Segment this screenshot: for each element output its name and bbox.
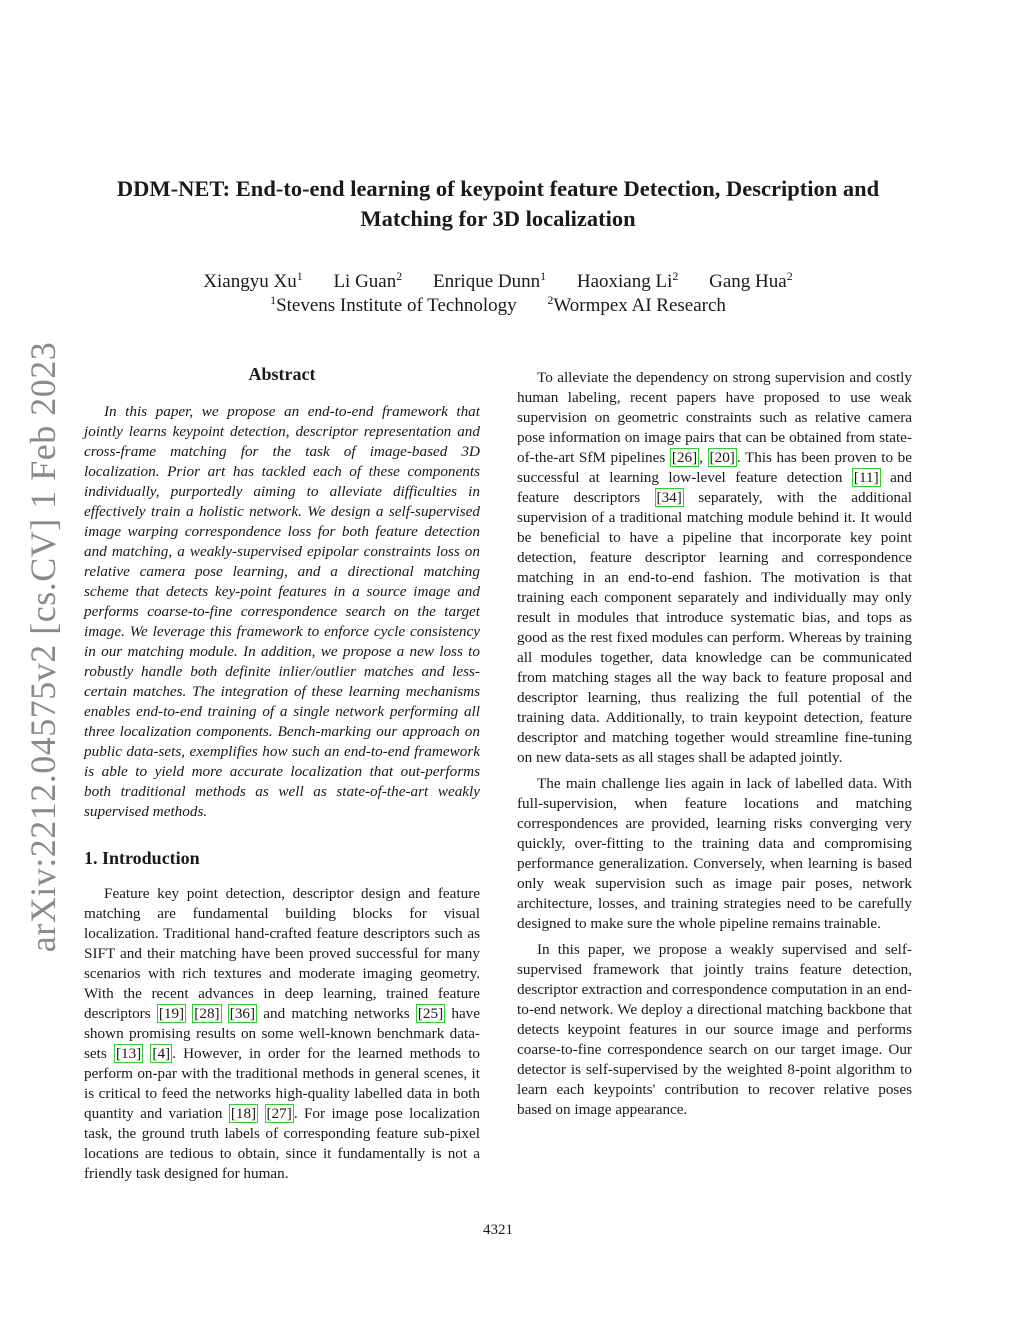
citation-link[interactable]: [20] (709, 449, 735, 466)
citation-link[interactable]: [27] (266, 1105, 292, 1122)
section-heading: 1. Introduction (84, 848, 200, 868)
author: Xiangyu Xu$^1$ (203, 269, 303, 292)
affiliation: $^2$Wormpex AI Research (547, 293, 726, 316)
citation-link[interactable]: [26] (671, 449, 698, 466)
author-block (120, 270, 876, 318)
author-list (120, 270, 876, 294)
author: Haoxiang Li$^2$ (576, 269, 679, 292)
citation-link[interactable]: [13] (115, 1045, 142, 1062)
citation-link[interactable]: [34] (656, 489, 682, 506)
intro-paragraph-2: To alleviate the dependency on strong supervision and costly human labeling, recent papers have proposed to use weak supervision on geometric constraints such as relative camera pose information on image pairs that can be obtained from state-of-the-art SfM pipelines [26] , [20] . This has been proven to be successful at learning low-level feature detection [11] and feature descriptors [34] separately, with the additional supervision of a traditional matching module behind it. It would be beneficial to have a pipeline that incorporate key point detection, feature descriptor learning and correspondence matching in an end-to-end fashion. The motivation is that training each component separately and individually may only result in modules that introduce systematic bias, and tops as good as the rest fixed modules can perform. Whereas by training all modules together, data knowledge can be communicated from matching stages all the way back to feature proposal and descriptor learning, thus realizing the full potential of the training data. Additionally, to train keypoint detection, feature descriptor and matching together would streamline fine-tuning on new data-sets as all stages shall be adapted jointly. (517, 369, 912, 766)
citation-link[interactable]: [25] (417, 1005, 444, 1022)
paper-title (80, 174, 916, 234)
citation-link[interactable]: [19] (158, 1005, 185, 1022)
citation-link[interactable]: [11] (853, 469, 879, 486)
author: Li Guan$^2$ (333, 269, 403, 292)
citation-link[interactable]: [36] (229, 1005, 256, 1022)
author: Gang Hua$^2$ (709, 269, 793, 292)
arxiv-stamp (18, 341, 68, 953)
citation-link[interactable]: [28] (194, 1005, 220, 1022)
abstract-heading: Abstract (248, 364, 316, 384)
left-column (84, 362, 480, 1184)
right-column (517, 362, 912, 1120)
citation-link[interactable]: [4] (152, 1045, 171, 1062)
intro-paragraph-1: Feature key point detection, descriptor design and feature matching are fundamental building blocks for visual localization. Traditional hand-crafted feature descriptors such as SIFT and their matching have been proved successful for many scenarios with rich textures and moderate imaging geometry. With the recent advances in deep learning, trained feature descriptors [19] [28] [36] and matching networks [25] have shown promising results on some well-known benchmark data-sets [13] [4] . However, in order for the learned methods to perform on-par with the traditional methods in general scenes, it is critical to feed the networks high-quality labelled data in both quantity and variation [18] [27] . For image pose localization task, the ground truth labels of corresponding feature sub-pixel locations are tedious to obtain, since it fundamentally is not a friendly task designed for human. (84, 885, 481, 1182)
intro-paragraph-4: In this paper, we propose a weakly supervised and self-supervised framework that jointly trains feature detection, descriptor extraction and correspondence computation in an end-to-end network. We deploy a directional matching backbone that detects keypoint features in our source image and performs coarse-to-fine correspondence search on our target image. Our detector is self-supervised by the weighted 8-point algorithm to learn each keypoints' contribution to recover relative poses based on image appearance. (517, 941, 912, 1118)
affiliation: $^1$Stevens Institute of Technology (270, 293, 517, 316)
intro-paragraph-3: The main challenge lies again in lack of labelled data. With full-supervision, when feature locations and matching correspondences are provided, learning risks converging very quickly, over-fitting to the training data and compromising performance generalization. Conversely, when learning is based only weak supervision such as image pair poses, network architecture, losses, and training strategies need to be carefully designed to make sure the whole pipeline remains trainable. (517, 775, 912, 932)
title-line-1: DDM-NET: End-to-end learning of keypoint feature Detection, Description and (116, 176, 880, 201)
title-line-2: Matching for 3D localization (360, 206, 636, 231)
author: Enrique Dunn$^1$ (433, 269, 547, 292)
arxiv-id: arXiv:2212.04575v2 [cs.CV] 1 Feb 2023 (23, 341, 63, 953)
abstract-text: In this paper, we propose an end-to-end framework that jointly learns keypoint detection, descriptor representation and cross-frame matching for the task of image-based 3D localization. Prior art has tackled each of these components individually, purportedly aiming to alleviate difficulties in effectively train a holistic network. We design a self-supervised image warping correspondence loss for both feature detection and matching, a weakly-supervised epipolar constraints loss on relative camera pose learning, and a directional matching scheme that detects key-point features in a source image and performs coarse-to-fine correspondence search on the target image. We leverage this framework to enforce cycle consistency in our matching module. In addition, we propose a new loss to robustly handle both definite inlier/outlier matches and less-certain matches. The integration of these learning mechanisms enables end-to-end training of a single network performing all three localization components. Bench-marking our approach on public data-sets, exemplifies how such an end-to-end framework is able to yield more accurate localization that out-performs both traditional methods as well as state-of-the-art weakly supervised methods. (84, 403, 480, 820)
affiliation-list (120, 294, 876, 318)
citation-link[interactable]: [18] (230, 1105, 257, 1122)
page-number: 4321 (483, 1222, 513, 1238)
